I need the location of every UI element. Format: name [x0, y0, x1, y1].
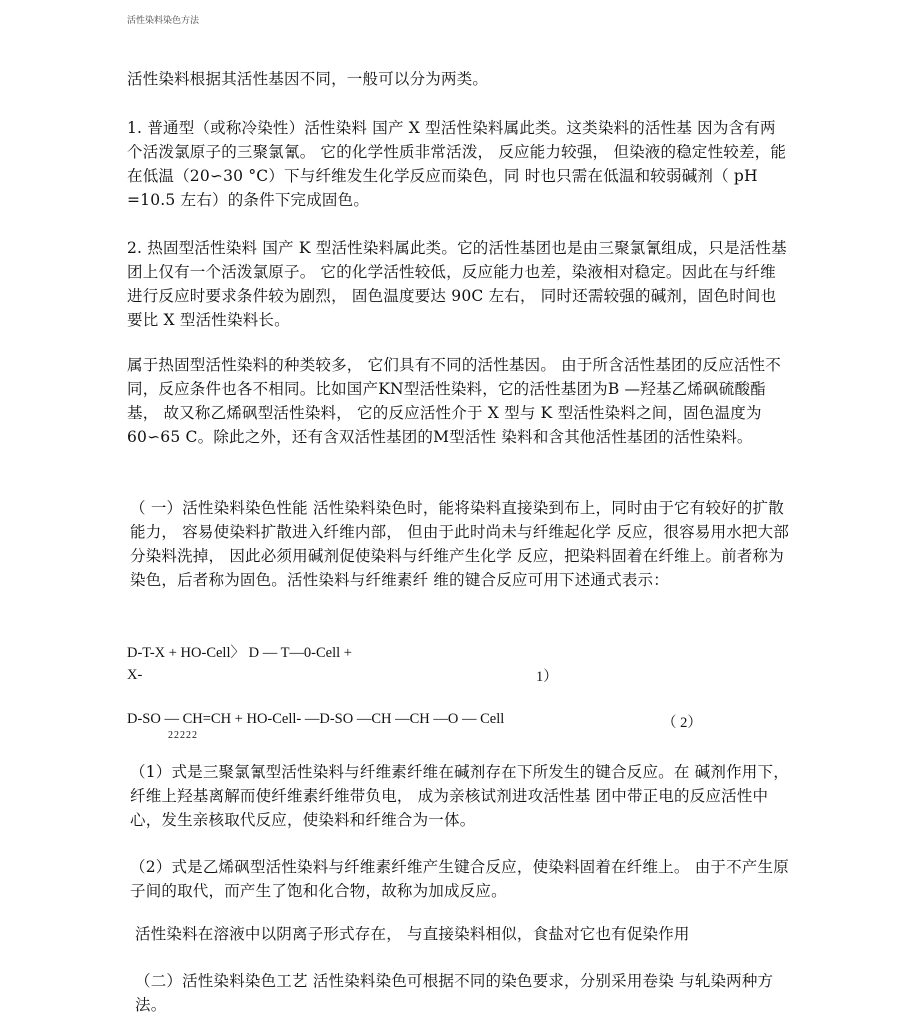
paragraph-anion: 活性染料在溶液中以阴离子形式存在， 与直接染料相似，食盐对它也有促染作用 [135, 925, 690, 943]
paragraph-type-x: 1. 普通型（或称冷染性）活性染料 国产 X 型活性染料属此类。这类染料的活性基 因为含有两个活泼氯原子的三聚氯氰。 它的化学性质非常活泼， 反应能力较强， 但染液的稳定性较差，能在低温（20∽30 °C）下与纤维发生化学反应而染色，同 时也只需在低温和较弱碱剂（ pH =10.5 左右）的条件下完成固色。 [127, 119, 787, 209]
paragraph-dyeing-properties: （ 一）活性染料染色性能 活性染料染色时，能将染料直接染到布上，同时由于它有较好的扩散能力， 容易使染料扩散进入纤维内部， 但由于此时尚未与纤维起化学 反应，很容易用水把大部分染料洗掉， 因此必须用碱剂促使染料与纤维产生化学 反应，把染料固着在纤维上。前者称为染色，后者称为固色。活性染料与纤维素纤 维的键合反应可用下述通式表示： [130, 499, 790, 589]
paragraph-dyeing-process: （二）活性染料染色工艺 活性染料染色可根据不同的染色要求，分别采用卷染 与轧染两种方法。 [135, 972, 774, 1014]
page-header: 活性染料染色方法 [127, 16, 200, 26]
paragraph-type-k: 2. 热固型活性染料 国产 K 型活性染料属此类。它的活性基团也是由三聚氯氰组成，只是活性基团上仅有一个活泼氯原子。 它的化学活性较低，反应能力也差，染液相对稳定。因此在与纤维进行反应时要求条件较为剧烈， 固色温度要达 90C 左右， 同时还需较强的碱剂，固色时间也要比 X 型活性染料长。 [127, 239, 787, 329]
intro-paragraph: 活性染料根据其活性基因不同，一般可以分为两类。 [127, 70, 489, 88]
formula-2-subscripts: 22222 [168, 730, 198, 741]
paragraph-thermo-fixed: 属于热固型活性染料的种类较多， 它们具有不同的活性基因。 由于所含活性基团的反应活性不同，反应条件也各不相同。比如国产KN型活性染料，它的活性基团为B —羟基乙烯砜硫酸酯基， 故又称乙烯砜型活性染料， 它的反应活性介于 X 型与 K 型活性染料之间，固色温度为60∽65 C。除此之外，还有含双活性基团的M型活性 染料和含其他活性基团的活性染料。 [127, 356, 781, 446]
formula-1-number: 1） [536, 669, 558, 685]
formula-1-line-2: X- [127, 667, 143, 683]
paragraph-formula-2-explanation: （2）式是乙烯砜型活性染料与纤维素纤维产生键合反应，使染料固着在纤维上。 由于不产生原子间的取代，而产生了饱和化合物，故称为加成反应。 [130, 858, 789, 900]
formula-2: D-SO — CH=CH + HO-Cell- —D-SO —CH —CH —O — Cell [127, 711, 505, 727]
formula-2-number: （ 2） [662, 715, 702, 731]
formula-1-line-1: D-T-X + HO-Cell〉 D — T—0-Cell + [127, 645, 352, 661]
paragraph-formula-1-explanation: （1）式是三聚氯氰型活性染料与纤维素纤维在碱剂存在下所发生的键合反应。在 碱剂作用下，纤维上羟基离解而使纤维素纤维带负电， 成为亲核试剂进攻活性基 团中带正电的反应活性中心，发生亲核取代反应，使染料和纤维合为一体。 [130, 763, 789, 829]
